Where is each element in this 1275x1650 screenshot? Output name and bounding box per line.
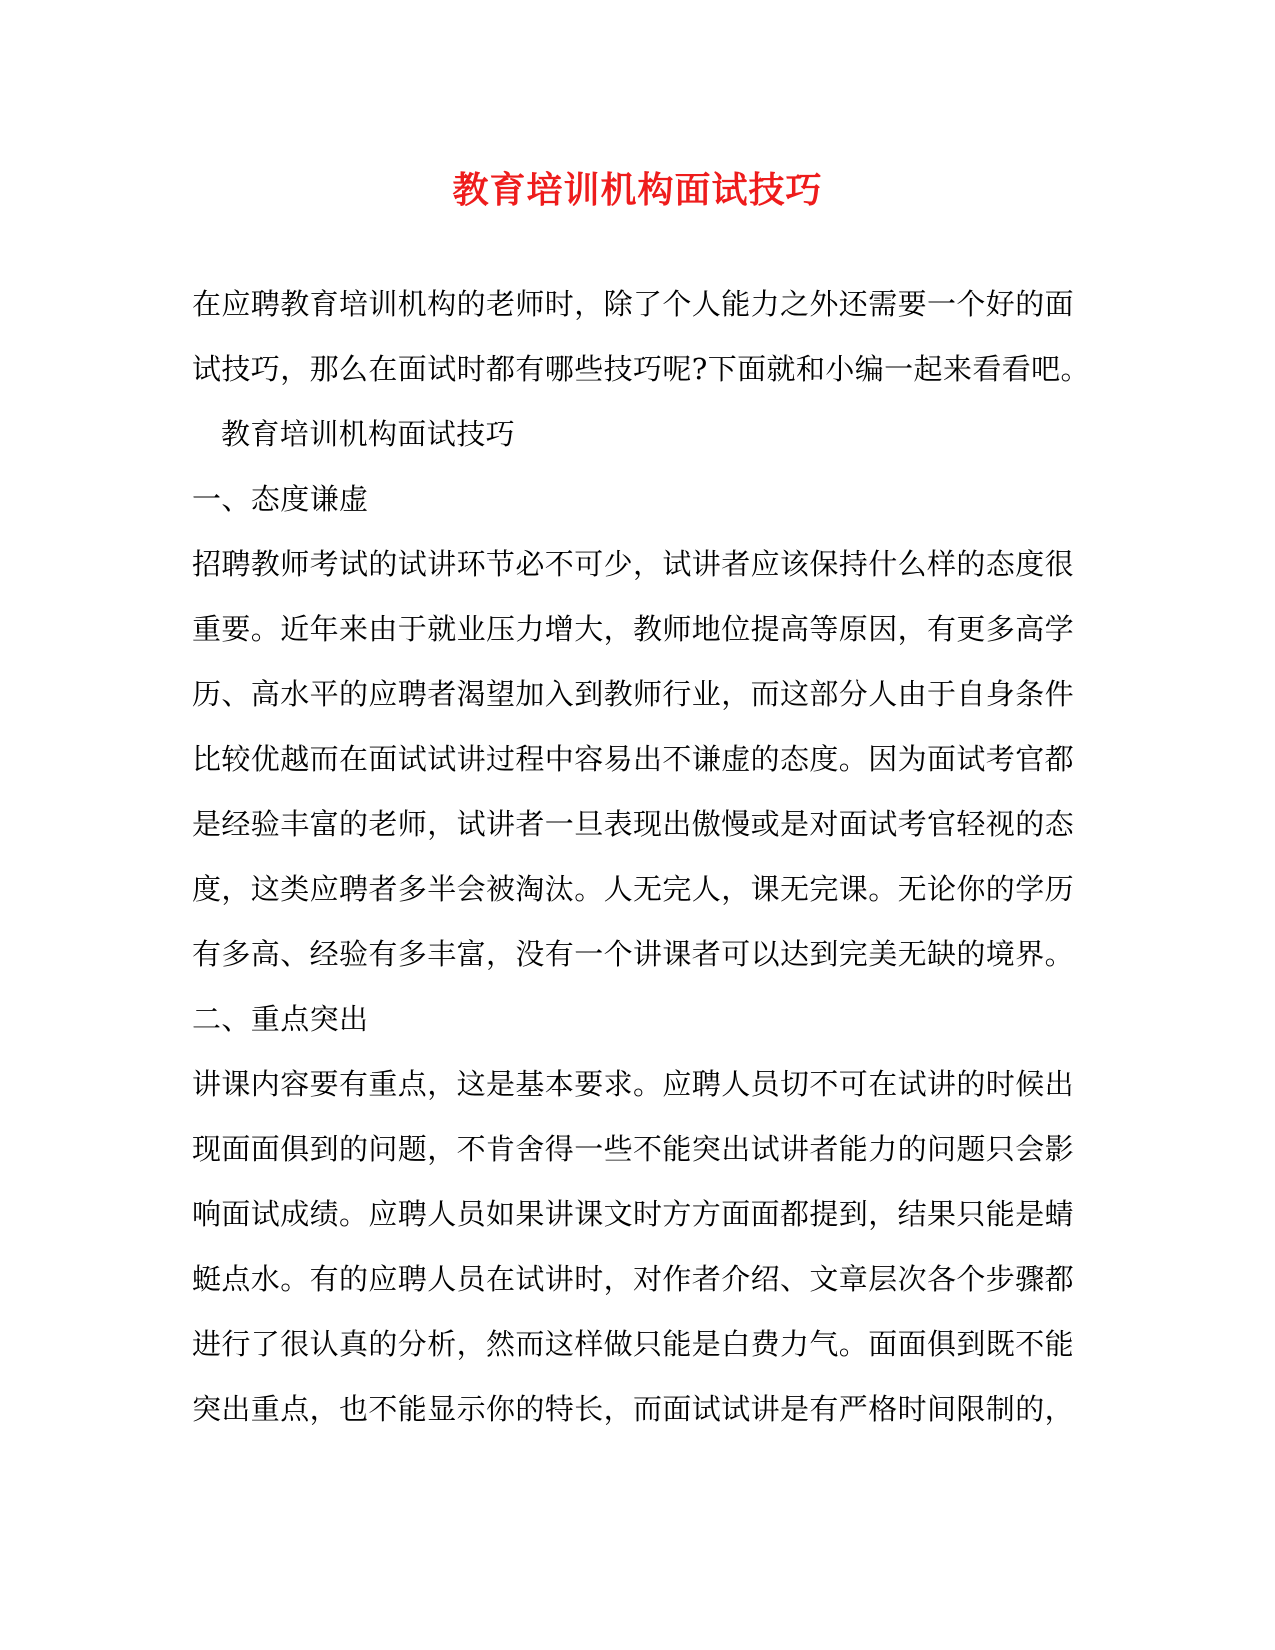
paragraph-line: 度，这类应聘者多半会被淘汰。人无完人，课无完课。无论你的学历 [192, 872, 1075, 906]
paragraph-line: 招聘教师考试的试讲环节必不可少，试讲者应该保持什么样的态度很 [192, 547, 1075, 581]
paragraph-line: 现面面俱到的问题，不肯舍得一些不能突出试讲者能力的问题只会影 [192, 1132, 1075, 1166]
paragraph-line: 有多高、经验有多丰富，没有一个讲课者可以达到完美无缺的境界。 [192, 937, 1075, 971]
paragraph-line: 突出重点，也不能显示你的特长，而面试试讲是有严格时间限制的， [192, 1392, 1075, 1426]
section-heading: 一、态度谦虚 [192, 482, 369, 516]
subheading-line: 教育培训机构面试技巧 [221, 417, 516, 451]
document-title: 教育培训机构面试技巧 [452, 169, 823, 211]
paragraph-line: 响面试成绩。应聘人员如果讲课文时方方面面都提到，结果只能是蜻 [192, 1197, 1075, 1231]
paragraph-line: 是经验丰富的老师，试讲者一旦表现出傲慢或是对面试考官轻视的态 [192, 807, 1075, 841]
paragraph-line: 进行了很认真的分析，然而这样做只能是白费力气。面面俱到既不能 [192, 1327, 1075, 1361]
paragraph-line: 比较优越而在面试试讲过程中容易出不谦虚的态度。因为面试考官都 [192, 742, 1075, 776]
section-heading: 二、重点突出 [192, 1002, 369, 1036]
document-body [192, 284, 1090, 1454]
paragraph-line: 在应聘教育培训机构的老师时，除了个人能力之外还需要一个好的面 [192, 287, 1075, 321]
paragraph-line: 蜓点水。有的应聘人员在试讲时，对作者介绍、文章层次各个步骤都 [192, 1262, 1075, 1296]
paragraph-line: 重要。近年来由于就业压力增大，教师地位提高等原因，有更多高学 [192, 612, 1075, 646]
paragraph-line: 讲课内容要有重点，这是基本要求。应聘人员切不可在试讲的时候出 [192, 1067, 1075, 1101]
paragraph-line: 历、高水平的应聘者渴望加入到教师行业，而这部分人由于自身条件 [192, 677, 1075, 711]
paragraph-line: 试技巧，那么在面试时都有哪些技巧呢?下面就和小编一起来看看吧。 [192, 352, 1090, 386]
